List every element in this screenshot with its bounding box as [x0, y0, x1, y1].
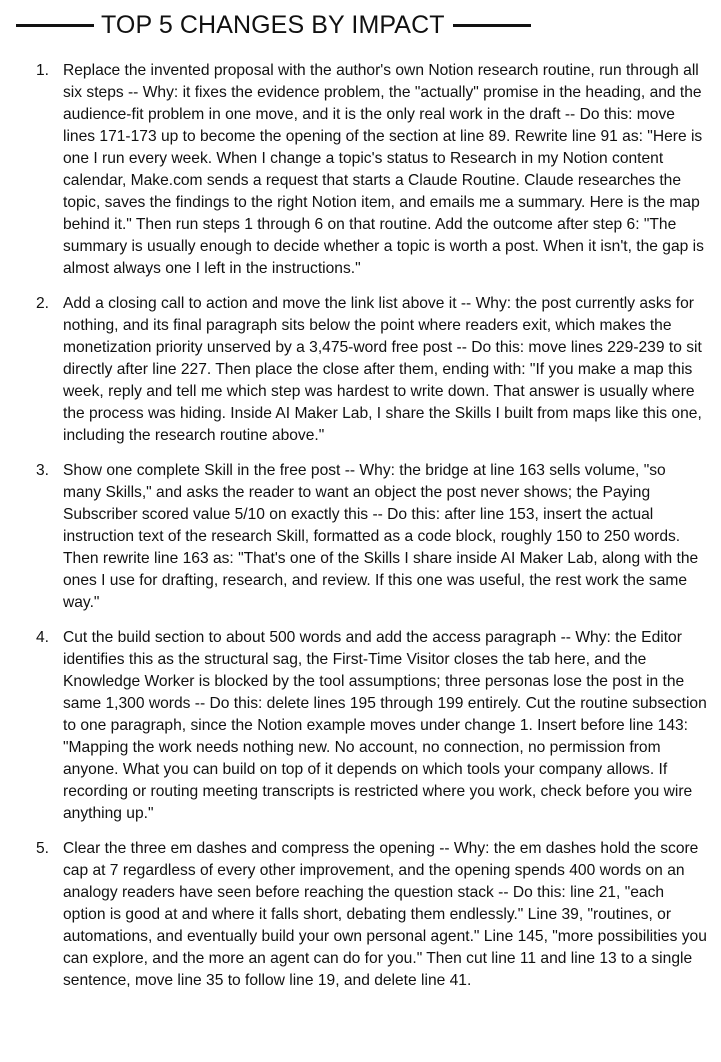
item-text: Clear the three em dashes and compress the opening -- Why: the em dashes hold the score cap at 7 regardless of every other improvement, and the opening spends 400 words on an analogy readers have seen before reaching the question stack -- Do this: line 21, "each option is good at and where it falls short, debating them endlessly." Line 39, "routines, or automations, and eventually build your own personal agent." Line 145, "more possibilities you can explore, and the more an agent can do for you." Then cut line 11 and line 13 to a single sentence, move line 35 to follow line 19, and delete line 41.: [63, 840, 707, 989]
heading-block: [16, 8, 556, 42]
item-text: Replace the invented proposal with the author's own Notion research routine, run through all six steps -- Why: it fixes the evidence problem, the "actually" promise in the heading, and the audience-fit problem in one move, and it is the only real work in the draft -- Do this: move lines 171-173 up to become the opening of the section at line 89. Rewrite line 91 as: "Here is one I run every week. When I change a topic's status to Research in my Notion content calendar, Make.com sends a request that starts a Claude Routine. Claude researches the topic, saves the findings to the right Notion item, and emails me a summary. Here is the map behind it." Then run steps 1 through 6 on that routine. Add the outcome after step 6: "The summary is usually enough to decide whether a topic is worth a post. When it isn't, the gap is almost always one I left in the instructions.": [63, 62, 704, 277]
item-text: Add a closing call to action and move the link list above it -- Why: the post currently asks for nothing, and its final paragraph sits below the point where readers exit, which makes the monetization priority unserved by a 3,475-word free post -- Do this: move lines 229-239 to sit directly after line 227. Then place the close after them, ending with: "If you make a map this week, reply and tell me which step was hardest to write down. That answer is usually where the process was hiding. Inside AI Maker Lab, I share the Skills I built from maps like this one, including the research routine above.": [63, 295, 702, 444]
item-text: Cut the build section to about 500 words and add the access paragraph -- Why: the Editor identifies this as the structural sag, the First-Time Visitor closes the tab here, and the Knowledge Worker is blocked by the tool assumptions; three personas lose the post in the same 1,300 words -- Do this: delete lines 195 through 199 entirely. Cut the routine subsection to one paragraph, since the Notion example moves under change 1. Insert before line 143: "Mapping the work needs nothing new. No account, no connection, no permission from anyone. What you can build on top of it depends on which tools your company allows. If recording or routing meeting transcripts is restricted where you work, check before you wire anything up.": [63, 629, 707, 822]
page-title: TOP 5 CHANGES BY IMPACT: [101, 11, 445, 39]
list-item-1: [36, 60, 708, 280]
item-number: 3.: [36, 462, 50, 479]
item-number: 5.: [36, 840, 50, 857]
heading-rule-left: [16, 24, 94, 27]
list-item-5: [36, 838, 708, 992]
item-text: Show one complete Skill in the free post -- Why: the bridge at line 163 sells volume, "so many Skills," and asks the reader to want an object the post never shows; the Paying Subscriber scored value 5/10 on exactly this -- Do this: after line 153, insert the actual instruction text of the research Skill, formatted as a code block, roughly 150 to 250 words. Then rewrite line 163 as: "That's one of the Skills I share inside AI Maker Lab, along with the ones I use for drafting, research, and review. If this one was useful, the rest work the same way.": [63, 462, 699, 611]
list-item-3: [36, 460, 708, 614]
list-item-4: [36, 627, 708, 825]
item-number: 1.: [36, 62, 50, 79]
item-number: 2.: [36, 295, 50, 312]
heading-rule-right: [453, 24, 531, 27]
item-number: 4.: [36, 629, 50, 646]
changes-list: [36, 60, 708, 1005]
list-item-2: [36, 293, 708, 447]
